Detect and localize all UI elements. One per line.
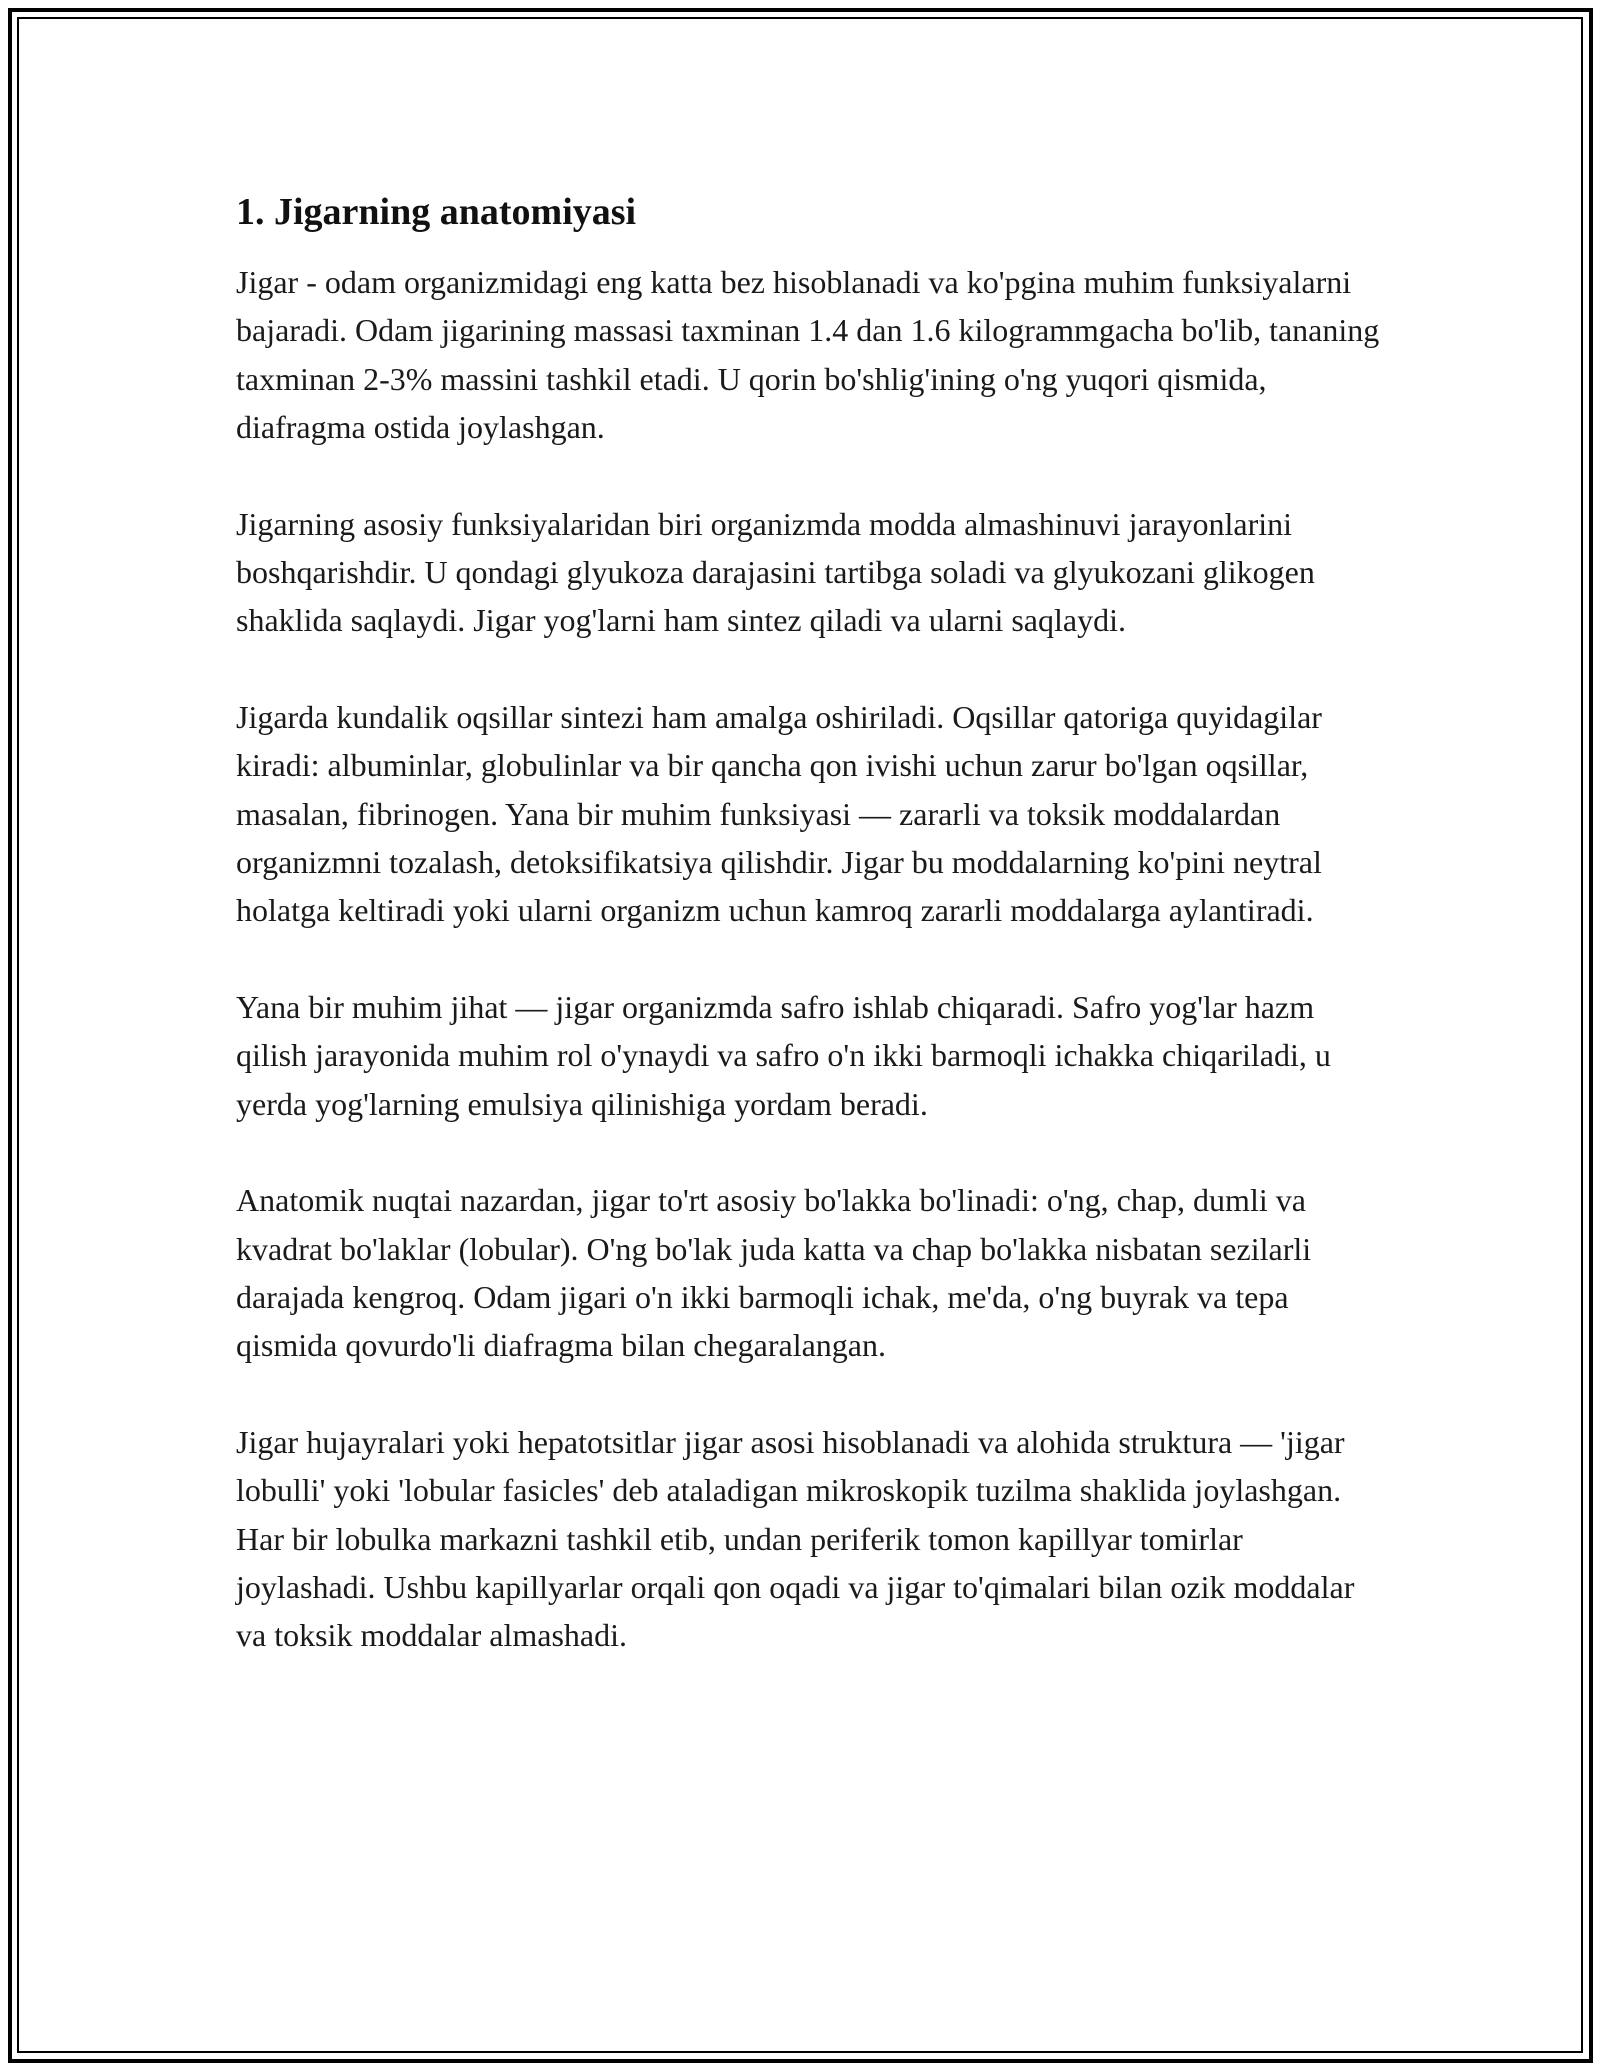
paragraph-4: Yana bir muhim jihat — jigar organizmda safro ishlab chiqaradi. Safro yog'lar hazm qilish jarayonida muhim rol o'ynaydi va safro o'n ikki barmoqli ichakka chiqariladi, u yerda yog'larning emulsiya qilinishiga yordam beradi. [236, 988, 1331, 1122]
document-body [236, 188, 1386, 1708]
paragraph-1: Jigar - odam organizmidagi eng katta bez hisoblanadi va ko'pgina muhim funksiyalarni bajaradi. Odam jigarining massasi taxminan 1.4 dan 1.6 kilogrammgacha bo'lib, tananing taxminan 2-3% massini tashkil etadi. U qorin bo'shlig'ining o'ng yuqori qismida, diafragma ostida joylashgan. [236, 264, 1380, 446]
section-heading: 1. Jigarning anatomiyasi [236, 191, 637, 233]
paragraph-5: Anatomik nuqtai nazardan, jigar to'rt asosiy bo'lakka bo'linadi: o'ng, chap, dumli va kvadrat bo'laklar (lobular). O'ng bo'lak juda katta va chap bo'lakka nisbatan sezilarli darajada kengroq. Odam jigari o'n ikki barmoqli ichak, me'da, o'ng buyrak va tepa qismida qovurdo'li diafragma bilan chegaralangan. [236, 1182, 1312, 1364]
paragraph-2: Jigarning asosiy funksiyalaridan biri organizmda modda almashinuvi jarayonlarini boshqarishdir. U qondagi glyukoza darajasini tartibga soladi va glyukozani glikogen shaklida saqlaydi. Jigar yog'larni ham sintez qiladi va ularni saqlaydi. [236, 505, 1315, 639]
paragraph-3: Jigarda kundalik oqsillar sintezi ham amalga oshiriladi. Oqsillar qatoriga quyidagilar kiradi: albuminlar, globulinlar va bir qancha qon ivishi uchun zarur bo'lgan oqsillar, masalan, fibrinogen. Yana bir muhim funksiyasi — zararli va toksik moddalardan organizmni tozalash, detoksifikatsiya qilishdir. Jigar bu moddalarning ko'pini neytral holatga keltiradi yoki ularni organizm uchun kamroq zararli moddalarga aylantiradi. [236, 698, 1322, 929]
paragraph-6: Jigar hujayralari yoki hepatotsitlar jigar asosi hisoblanadi va alohida struktura — 'jigar lobulli' yoki 'lobular fasicles' deb ataladigan mikroskopik tuzilma shaklida joylashgan. Har bir lobulka markazni tashkil etib, undan periferik tomon kapillyar tomirlar joylashadi. Ushbu kapillyarlar orqali qon oqadi va jigar to'qimalari bilan ozik moddalar va toksik moddalar almashadi. [236, 1423, 1355, 1654]
